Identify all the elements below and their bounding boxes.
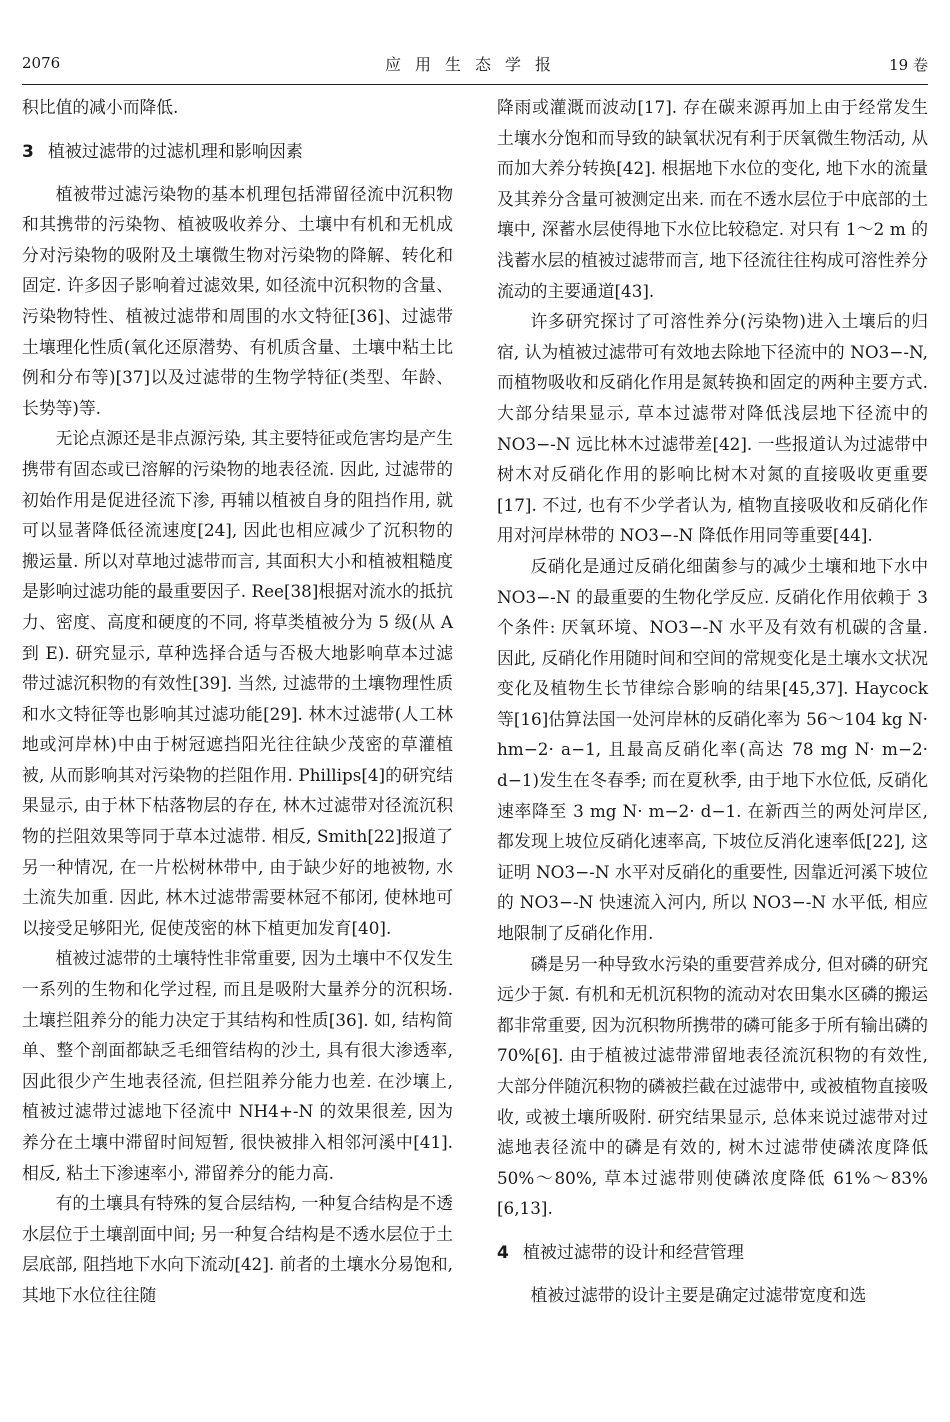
paragraph: 许多研究探讨了可溶性养分(污染物)进入土壤后的归宿, 认为植被过滤带可有效地去除地下径流中的 NO3−-N, 而植物吸收和反硝化作用是氮转换和固定的两种主要方式. 大部分结果显示, 草本过滤带对降低浅层地下径流中的 NO3−-N 远比林木过滤带差[42]. 一些报道认为过滤带中树木对反硝化作用的影响比树木对氮的直接吸收更重要[17]. 不过, 也有不少学者认为, 植物直接吸收和反硝化作用对河岸林带的 NO3−-N 降低作用同等重要[44]. xyxy=(497,311,928,546)
section-number: 4 xyxy=(497,1242,509,1263)
section-3-heading xyxy=(22,137,453,167)
header-rule xyxy=(22,84,928,85)
right-column xyxy=(497,92,928,1311)
paragraph: 无论点源还是非点源污染, 其主要特征或危害均是产生携带有固态或已溶解的污染物的地表径流. 因此, 过滤带的初始作用是促进径流下渗, 再辅以植被自身的阻挡作用, 就可以显著降低径流速度[24], 因此也相应减少了沉积物的搬运量. 所以对草地过滤带而言, 其面积大小和植被粗糙度是影响过滤功能的最重要因子. Ree[38]根据对流水的抵抗力、密度、高度和硬度的不同, 将草类植被分为 5 级(从 A 到 E). 研究显示, 草种选择合适与否极大地影响草本过滤带过滤沉积物的有效性[39]. 当然, 过滤带的土壤物理性质和水文特征等也影响其过滤功能[29]. 林木过滤带(人工林地或河岸林)中由于树冠遮挡阳光往往缺少茂密的草灌植被, 从而影响其对污染物的拦阻作用. Phillips[4]的研究结果显示, 由于林下枯落物层的存在, 林木过滤带对径流沉积物的拦阻效果等同于草本过滤带. 相反, Smith[22]报道了另一种情况, 在一片松树林带中, 由于缺少好的地被物, 水土流失加重. 因此, 林木过滤带需要林冠不郁闭, 使林地可以接受足够阳光, 促使茂密的林下植更加发育[40]. xyxy=(22,428,453,938)
paragraph: 植被过滤带的土壤特性非常重要, 因为土壤中不仅发生一系列的生物和化学过程, 而且是吸附大量养分的沉积场. 土壤拦阻养分的能力决定于其结构和性质[36]. 如, 结构简单、整个剖面都缺乏毛细管结构的沙土, 具有很大渗透率, 因此很少产生地表径流, 但拦阻养分能力也差. 在沙壤上, 植被过滤带过滤地下径流中 NH4+-N 的效果很差, 因为养分在土壤中滞留时间短暂, 很快被排入相邻河溪中[41]. 相反, 粘土下渗速率小, 滞留养分的能力高. xyxy=(22,948,453,1183)
section-title: 植被过滤带的设计和经营管理 xyxy=(522,1242,744,1263)
volume-label: 19 卷 xyxy=(889,56,928,74)
paragraph: 磷是另一种导致水污染的重要营养成分, 但对磷的研究远少于氮. 有机和无机沉积物的流动对农田集水区磷的搬运都非常重要, 因为沉积物所携带的磷可能多于所有输出磷的 70%[6]. 由于植被过滤带滞留地表径流沉积物的有效性, 大部分伴随沉积物的磷被拦截在过滤带中, 或被植物直接吸收, 或被土壤所吸附. 研究结果显示, 总体来说过滤带对过滤地表径流中的磷是有效的, 树木过滤带使磷浓度降低 50%～80%, 草本过滤带则使磷浓度降低 61%～83%[6,13]. xyxy=(497,953,928,1219)
paragraph: 有的土壤具有特殊的复合层结构, 一种复合结构是不透水层位于土壤剖面中间; 另一种复合结构是不透水层位于土层底部, 阻挡地下水向下流动[42]. 前者的土壤水分易饱和, 其地下水位往往随 xyxy=(22,1193,453,1305)
running-header xyxy=(22,52,928,80)
journal-title: 应用生态学报 xyxy=(384,55,565,74)
continued-paragraph: 降雨或灌溉而波动[17]. 存在碳来源再加上由于经常发生土壤水分饱和而导致的缺氧状况有利于厌氧微生物活动, 从而加大养分转换[42]. 根据地下水位的变化, 地下水的流量及其养分含量可被测定出来. 而在不透水层位于中底部的土壤中, 深蓄水层使得地下水位比较稳定. 对只有 1～2 m 的浅蓄水层的植被过滤带而言, 地下径流往往构成可溶性养分流动的主要通道[43]. xyxy=(497,97,928,301)
section-number: 3 xyxy=(22,141,34,162)
section-title: 植被过滤带的过滤机理和影响因素 xyxy=(47,141,303,162)
page-number: 2076 xyxy=(22,54,61,72)
continued-paragraph: 积比值的减小而降低. xyxy=(22,97,179,117)
paragraph: 植被带过滤污染物的基本机理包括滞留径流中沉积物和其携带的污染物、植被吸收养分、土壤中有机和无机成分对污染物的吸附及土壤微生物对污染物的降解、转化和固定. 许多因子影响着过滤效果, 如径流中沉积物的含量、污染物特性、植被过滤带和周围的水文特征[36]、过滤带土壤理化性质(氧化还原潜势、有机质含量、土壤中粘土比例和分布等)[37]以及过滤带的生物学特征(类型、年龄、长势等)等. xyxy=(22,183,453,418)
section-4-heading xyxy=(497,1238,928,1268)
paragraph: 反硝化是通过反硝化细菌参与的减少土壤和地下水中 NO3−-N 的最重要的生物化学反应. 反硝化作用依赖于 3 个条件: 厌氧环境、NO3−-N 水平及有效有机碳的含量. 因此, 反硝化作用随时间和空间的常规变化是土壤水文状况变化及植物生长节律综合影响的结果[45,37]. Haycock 等[16]估算法国一处河岸林的反硝化率为 56～104 kg N· hm−2· a−1, 且最高反硝化率(高达 78 mg N· m−2· d−1)发生在冬春季; 而在夏秋季, 由于地下水位低, 反硝化速率降至 3 mg N· m−2· d−1. 在新西兰的两处河岸区, 都发现上坡位反硝化速率高, 下坡位反消化速率低[22], 这证明 NO3−-N 水平对反硝化的重要性, 因靠近河溪下坡位的 NO3−-N 快速流入河内, 所以 NO3−-N 水平低, 相应地限制了反硝化作用. xyxy=(497,555,928,944)
left-column xyxy=(22,92,453,1311)
paragraph: 植被过滤带的设计主要是确定过滤带宽度和选 xyxy=(530,1284,867,1305)
